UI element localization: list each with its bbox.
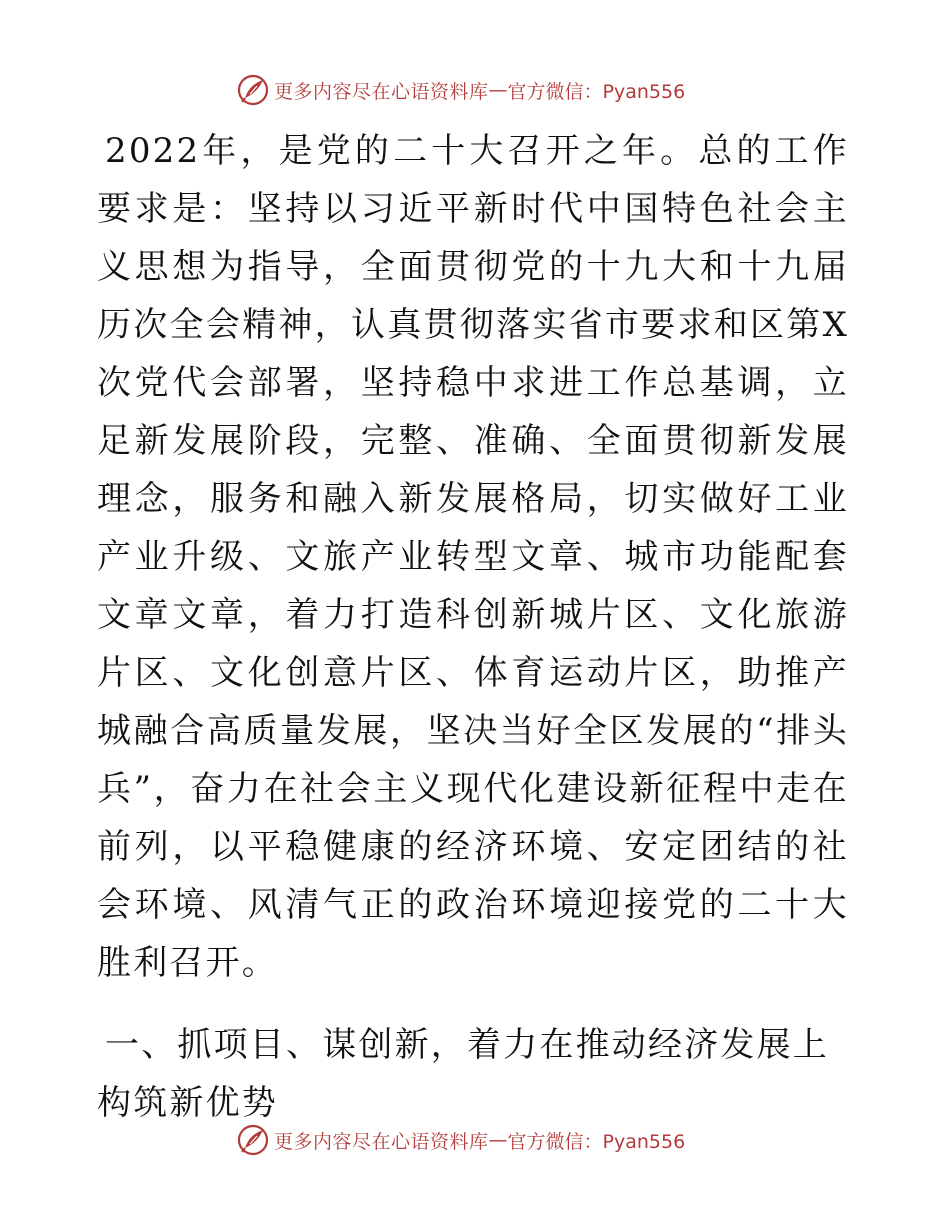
watermark-separator: — [488,1129,508,1151]
footer-watermark [236,1122,685,1158]
watermark-contact-text: 官方微信：Pyan556 [507,1130,686,1153]
watermark-contact-text: 官方微信：Pyan556 [507,80,686,103]
watermark-brand-text: 更多内容尽在心语资料库 [274,1130,489,1153]
body-paragraph: 2022年，是党的二十大召开之年。总的工作要求是：坚持以习近平新时代中国特色社会主义思想为指导，全面贯彻党的十九大和十九届历次全会精神，认真贯彻落实省市要求和区第X次党代会部署，坚持稳中求进工作总基调，立足新发展阶段，完整、准确、全面贯彻新发展理念，服务和融入新发展格局，切实做好工业产业升级、文旅产业转型文章、城市功能配套文章文章，着力打造科创新城片区、文化旅游片区、文化创意片区、体育运动片区，助推产城融合高质量发展，坚决当好全区发展的“排头兵”，奋力在社会主义现代化建设新征程中走在前列，以平稳健康的经济环境、安定团结的社会环境、风清气正的政治环境迎接党的二十大胜利召开。 [97,131,849,983]
feather-pen-logo-icon [236,73,270,107]
section-heading: 一、抓项目、谋创新，着力在推动经济发展上构筑新优势 [97,1025,829,1123]
header-watermark [236,72,685,108]
watermark-separator: — [488,79,508,101]
document-body [97,122,849,1166]
watermark-brand-text: 更多内容尽在心语资料库 [274,80,489,103]
feather-pen-logo-icon [236,1123,270,1157]
